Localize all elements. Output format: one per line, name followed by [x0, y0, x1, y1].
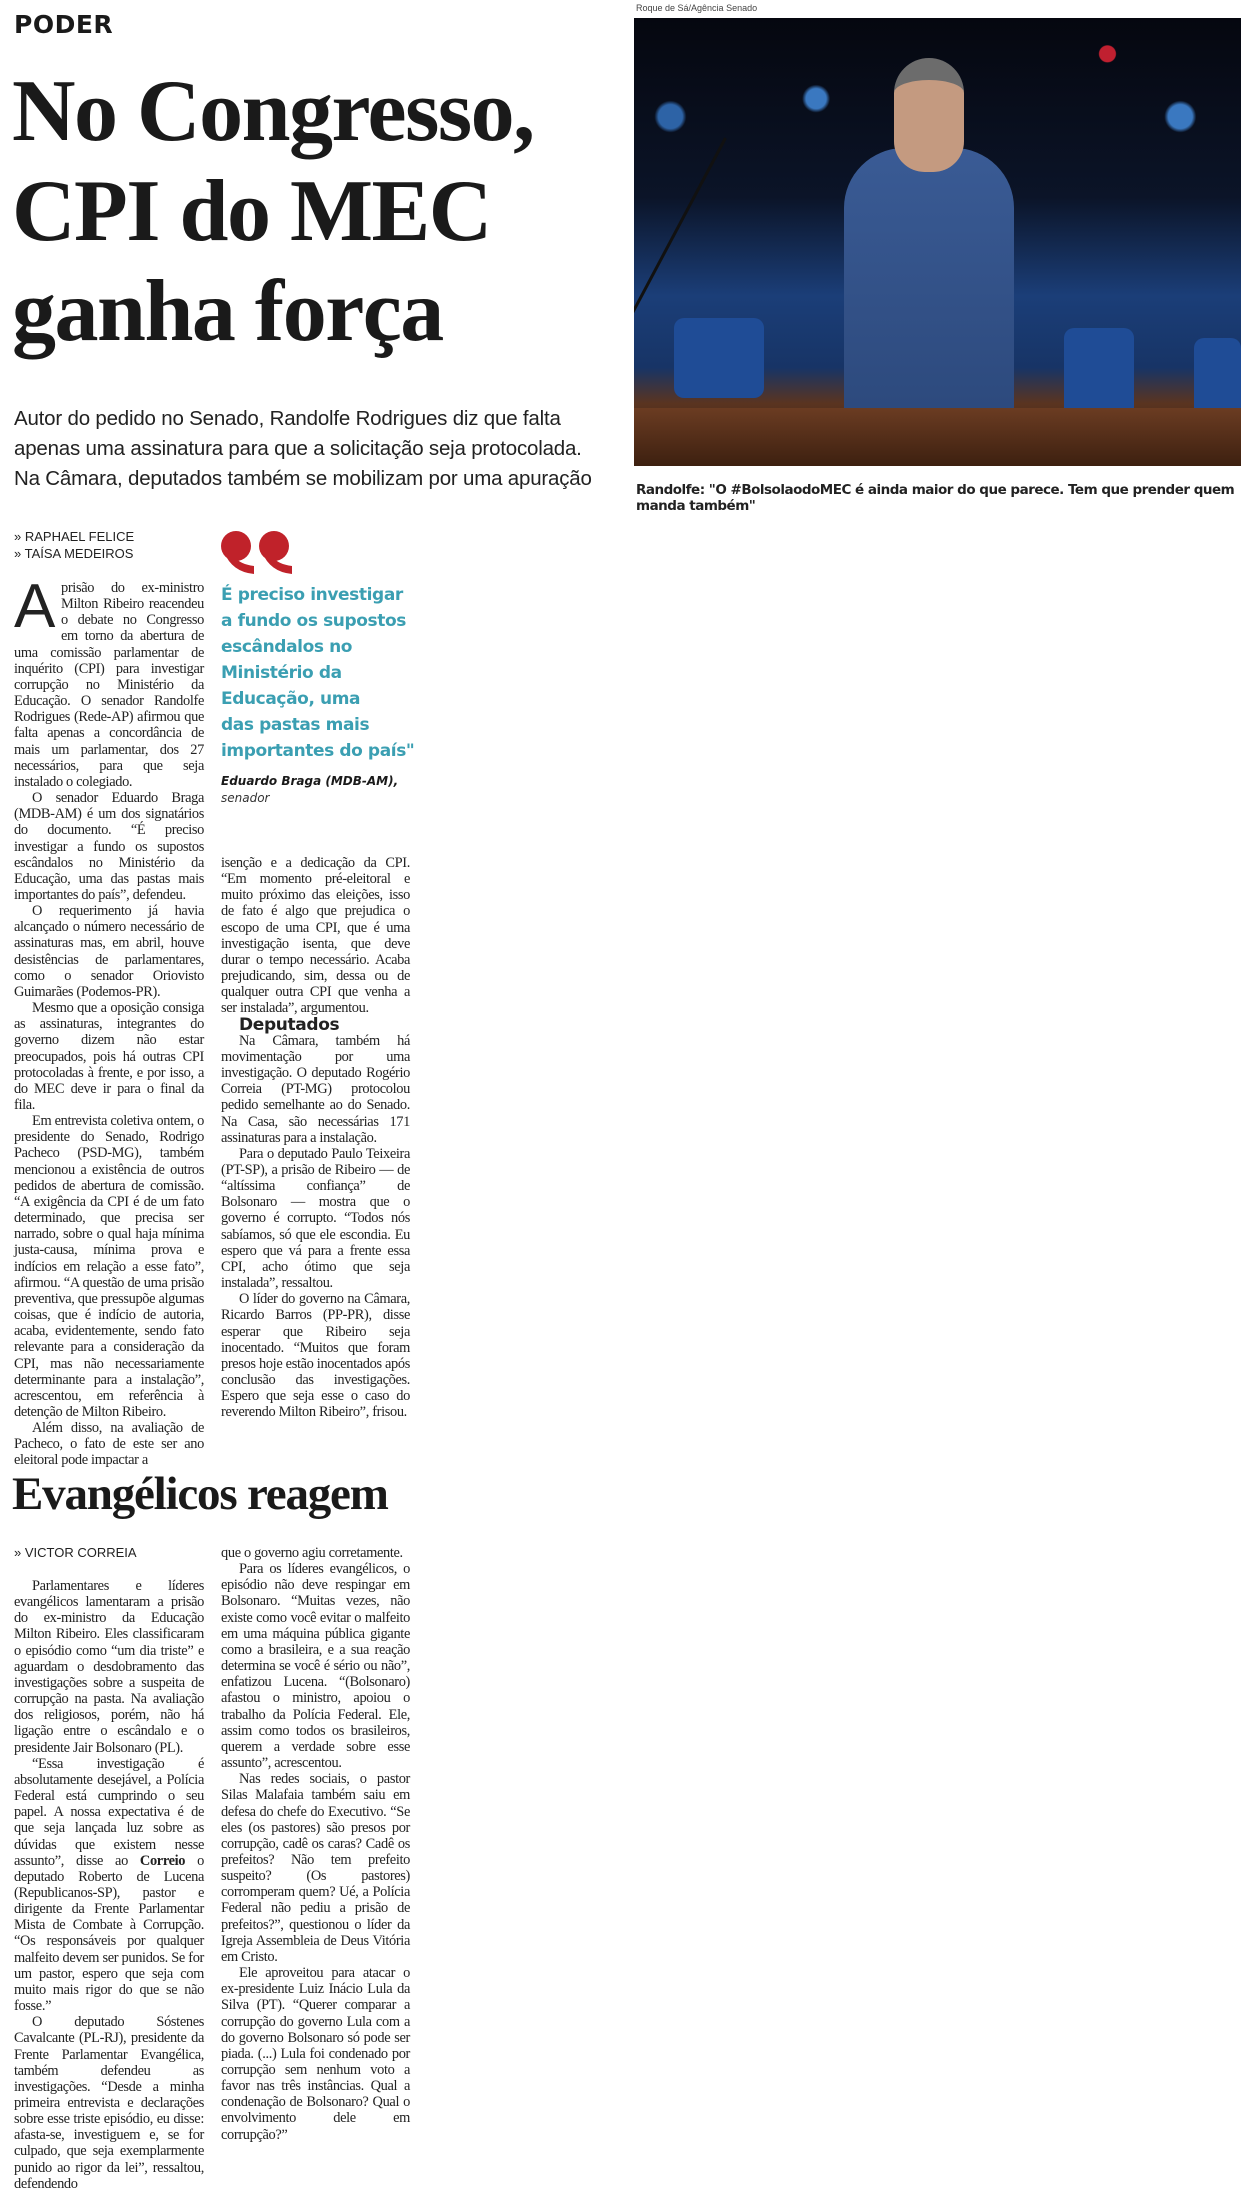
pull-quote-line: Ministério da	[221, 663, 342, 683]
newspaper-name: Correio	[139, 1852, 186, 1869]
pull-quote-line: a fundo os supostos	[221, 611, 406, 631]
author-name: » RAPHAEL FELICE	[14, 529, 135, 544]
quote-role: senador	[221, 791, 270, 805]
headline	[12, 62, 632, 362]
paragraph: “Essa investigação é absolutamente desejável, a Polícia Federal está cumprindo o seu papel. A nossa expectativa é de que seja lançada luz sobre as dúvidas que existem nesse assunto”, disse ao	[14, 1755, 204, 1869]
article-column-2	[221, 855, 410, 1420]
senate-chair	[1194, 338, 1241, 418]
secondary-headline: Evangélicos reagem	[12, 1468, 388, 1520]
deck-line: Na Câmara, deputados também se mobilizam por uma apuração	[14, 467, 592, 490]
paragraph: O senador Eduardo Braga (MDB-AM) é um dos signatários do documento. “É preciso investigar a fundo os supostos escândalos no Ministério da Educação, uma das pastas mais importantes do país”, defendeu.	[14, 790, 204, 903]
paragraph: Mesmo que a oposição consiga as assinaturas, integrantes do governo dizem não estar preocupados, pois há outras CPI protocoladas à frente, e por isso, a do MEC deve ir para o final da fila.	[14, 1000, 204, 1113]
pull-quote-line: escândalos no	[221, 637, 353, 657]
pull-quote	[221, 582, 415, 764]
paragraph: que o governo agiu corretamente.	[221, 1545, 403, 1561]
paragraph: Nas redes sociais, o pastor Silas Malafaia também saiu em defesa do chefe do Executivo. “Se eles (os pastores) são presos por corrupção, cadê os caras? Cadê os prefeitos? Não tem prefeito suspeito? (Os pastores) corromperam quem? Ué, a Polícia Federal não pediu a prisão de prefeitos?”, questionou o líder da Igreja Assembleia de Deus Vitória em Cristo.	[221, 1771, 410, 1965]
paragraph: Ele aproveitou para atacar o ex-presidente Luiz Inácio Lula da Silva (PT). “Querer comparar a corrupção do governo Lula com a do governo Bolsonaro só pode ser piada. (...) Lula foi condenado por corrupção sem nenhum voto a favor nas três instâncias. Qual a condenação de Bolsonaro? Qual o envolvimento dele em corrupção?”	[221, 1965, 410, 2143]
speaker-head	[894, 58, 964, 172]
article-column-1	[14, 1578, 204, 2192]
news-photo	[634, 18, 1241, 466]
author-name: » VICTOR CORREIA	[14, 1545, 137, 1560]
paragraph: Em entrevista coletiva ontem, o presidente do Senado, Rodrigo Pacheco (PSD-MG), também mencionou a existência de outros pedidos de abertura de comissão. “A exigência da CPI é de um fato determinado, que precisa ser narrado, sobre o qual haja mínima justa-causa, mínima prova e indícios em relação a esse fato”, afirmou. “A questão de uma prisão preventiva, que pressupõe algumas coisas, que é indício de autoria, acaba, evidentemente, sendo fato relevante para a consideração da CPI, mas não necessariamente determinante para a instalação”, acrescentou, em referência à detenção de Milton Ribeiro.	[14, 1113, 204, 1420]
quote-author: Eduardo Braga (MDB-AM),	[221, 774, 399, 788]
deck-subtitle	[14, 404, 626, 494]
pull-quote-line: das pastas mais	[221, 715, 370, 735]
photo-credit: Roque de Sá/Agência Senado	[636, 3, 758, 13]
headline-line: CPI do MEC	[12, 163, 491, 260]
pull-quote-line: Educação, uma	[221, 689, 361, 709]
senate-chair	[1064, 328, 1134, 418]
paragraph: Para os líderes evangélicos, o episódio não deve respingar em Bolsonaro. “Muitas vezes, não existe como você evitar o malfeito em uma máquina pública gigante como a brasileira, e a sua reação determina se você é sério ou não”, enfatizou Lucena. “(Bolsonaro) afastou o ministro, apoiou o trabalho da Polícia Federal. Ele, assim como todos os brasileiros, querem a verdade sobre esse assunto”, acrescentou.	[221, 1561, 410, 1772]
paragraph: prisão do ex-ministro Milton Ribeiro reacendeu o debate no Congresso em torno da abertura de uma comissão parlamentar de inquérito (CPI) para investigar corrupção no Ministério da Educação. O senador Randolfe Rodrigues (Rede-AP) afirmou que falta apenas a concordância de mais um parlamentar, dos 27 necessários, para que seja instalado o colegiado.	[14, 580, 204, 790]
paragraph: Parlamentares e líderes evangélicos lamentaram a prisão do ex-ministro da Educação Milton Ribeiro. Eles classificaram o episódio como “um dia triste” e aguardam o desdobramento das investigações sobre a suspeita de corrupção na pasta. Na avaliação dos religiosos, porém, não há ligação entre o escândalo e o presidente Jair Bolsonaro (PL).	[14, 1578, 204, 1756]
paragraph: O deputado Sóstenes Cavalcante (PL-RJ), presidente da Frente Parlamentar Evangélica, também defendeu as investigações. “Desde a minha primeira entrevista e declarações sobre esse triste episódio, eu disse: afasta-se, investiguem e, se for culpado, que seja exemplarmente punido ao rigor da lei”, ressaltou, defendendo	[14, 2014, 204, 2192]
drop-cap: A	[14, 572, 56, 641]
senate-chair	[674, 318, 764, 398]
pull-quote-line: importantes do país"	[221, 741, 415, 761]
paragraph: Para o deputado Paulo Teixeira (PT-SP), a prisão de Ribeiro — de “altíssima confiança” de Bolsonaro — mostra que o governo é corrupto. “Todos nós sabíamos, só que ele escondia. Eu espero que vá para a frente essa CPI, acho ótimo que seja instalada”, ressaltou.	[221, 1145, 410, 1292]
headline-line: No Congresso,	[12, 63, 534, 160]
paragraph: O líder do governo na Câmara, Ricardo Barros (PP-PR), disse esperar que Ribeiro seja inocentado. “Muitos que foram presos hoje estão inocentados após conclusão das investigações. Espero que seja esse o caso do reverendo Milton Ribeiro”, frisou.	[221, 1291, 410, 1421]
article-column-2	[221, 1545, 410, 2143]
paragraph: Além disso, na avaliação de Pacheco, o fato de este ser ano eleitoral pode impactar a	[14, 1420, 204, 1469]
paragraph: isenção e a dedicação da CPI. “Em momento pré-eleitoral e muito próximo das eleições, isso de fato é algo que prejudica o escopo de uma CPI, que é uma investigação isenta, que deve durar o tempo necessário. Acaba prejudicando, sim, dessa ou de qualquer outra CPI que venha a ser instalada”, argumentou.	[221, 855, 410, 1017]
byline	[14, 1545, 137, 1562]
section-label: PODER	[14, 10, 114, 39]
pull-quote-line: É preciso investigar	[221, 585, 403, 605]
paragraph: o deputado Roberto de Lucena (Republicanos-SP), pastor e dirigente da Frente Parlamentar Mista de Combate à Corrupção. “Os responsáveis por qualquer malfeito devem ser punidos. Se for um pastor, espero que seja com muito mais rigor do que se não fosse.”	[14, 1852, 205, 2015]
photo-caption: Randolfe: "O #BolsolaodoMEC é ainda maior do que parece. Tem que prender quem manda também"	[636, 482, 1235, 514]
article-column-1	[14, 572, 204, 1469]
pull-quote-attribution	[221, 773, 398, 807]
headline-line: ganha força	[12, 263, 443, 360]
byline	[14, 529, 134, 562]
paragraph: Na Câmara, também há movimentação por uma investigação. O deputado Rogério Correia (PT-MG) protocolou pedido semelhante ao do Senado. Na Casa, são necessárias 171 assinaturas para a instalação.	[221, 1032, 410, 1146]
subheading: Deputados	[239, 1014, 340, 1035]
desk	[634, 408, 1241, 466]
paragraph: O requerimento já havia alcançado o número necessário de assinaturas mas, em abril, houve desistências de parlamentares, como o senador Oriovisto Guimarães (Podemos-PR).	[14, 903, 204, 1000]
author-name: » TAÍSA MEDEIROS	[14, 545, 134, 561]
deck-line: Autor do pedido no Senado, Randolfe Rodrigues diz que falta	[14, 407, 561, 430]
quote-mark-icon	[220, 528, 300, 578]
deck-line: apenas uma assinatura para que a solicitação seja protocolada.	[14, 437, 582, 460]
